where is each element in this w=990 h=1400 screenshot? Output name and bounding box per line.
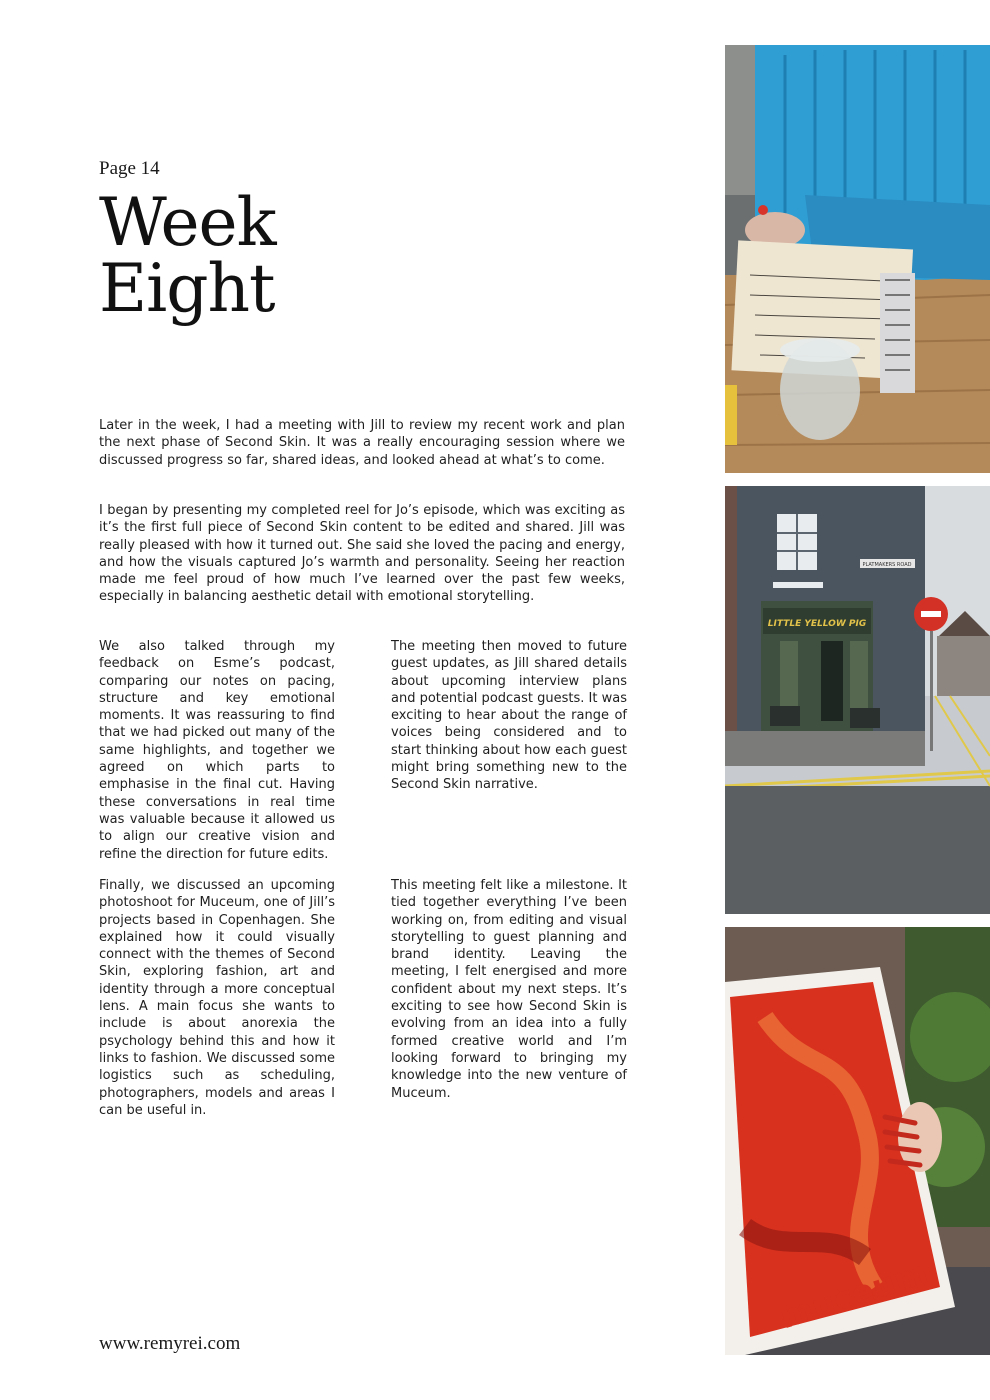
page-title [99, 184, 399, 327]
notebook-meeting-image [725, 45, 990, 473]
magazine-title-text: muceum [774, 1252, 933, 1337]
page-number: Page 14 [99, 158, 160, 179]
paragraph-reel: I began by presenting my completed reel for Jo’s episode, which was exciting as it’s the first full piece of Second Skin content to be edited and shared. Jill was really pleased with how it turned out. She said she loved the pacing and energy, and how the visuals captured Jo’s warmth and personality. Seeing her reaction made me feel proud of how much I’ve learned over the past few weeks, especially in balancing aesthetic detail with emotional storytelling. [99, 503, 625, 605]
paragraph-feedback: We also talked through my feedback on Esme’s podcast, comparing our notes on pacing, structure and key emotional moments. It was reassuring to find that we had picked out many of the same highlights, and together we agreed on which parts to emphasise in the final cut. Having these conversations in real time was valuable because it allowed us to align our creative vision and refine the direction for future edits. [99, 639, 335, 862]
cafe-sign-text: LITTLE YELLOW PIG [767, 619, 867, 629]
street-sign-text: PLATMAKERS ROAD [862, 562, 912, 568]
title-line-eight: Eight [99, 250, 275, 327]
muceum-magazine-image [725, 927, 990, 1355]
title-line-week: Week [99, 184, 276, 261]
paragraph-intro: Later in the week, I had a meeting with Jill to review my recent work and plan the next phase of Second Skin. It was a really encouraging session where we discussed progress so far, shared ideas, and looked ahead at what’s to come. [99, 418, 625, 468]
paragraph-milestone: This meeting felt like a milestone. It tied together everything I’ve been working on, from editing and visual storytelling to guest planning and brand identity. Leaving the meeting, I felt energised and more confident about my next steps. It’s exciting to see how Second Skin is evolving from an idea into a fully formed creative world and I’m looking forward to bringing my knowledge into the new venture of Muceum. [391, 878, 627, 1101]
photo-muceum-magazine [725, 927, 990, 1355]
paragraph-photoshoot: Finally, we discussed an upcoming photoshoot for Muceum, one of Jill’s projects based in Copenhagen. She explained how it could visually connect with the themes of Second Skin, exploring fashion, art and identity through a more conceptual lens. A main focus she wants to include is about anorexia the psychology behind this and how it links to fashion. We discussed some logistics such as scheduling, photographers, models and areas I can be useful in. [99, 878, 335, 1118]
photo-cafe-street [725, 486, 990, 914]
photo-notebook-meeting [725, 45, 990, 473]
cafe-street-image [725, 486, 990, 914]
website-url: www.remyrei.com [99, 1333, 241, 1354]
paragraph-guests: The meeting then moved to future guest updates, as Jill shared details about upcoming interview plans and potential podcast guests. It was exciting to hear about the range of voices being considered and to start thinking about how each guest might bring something new to the Second Skin narrative. [391, 639, 627, 793]
